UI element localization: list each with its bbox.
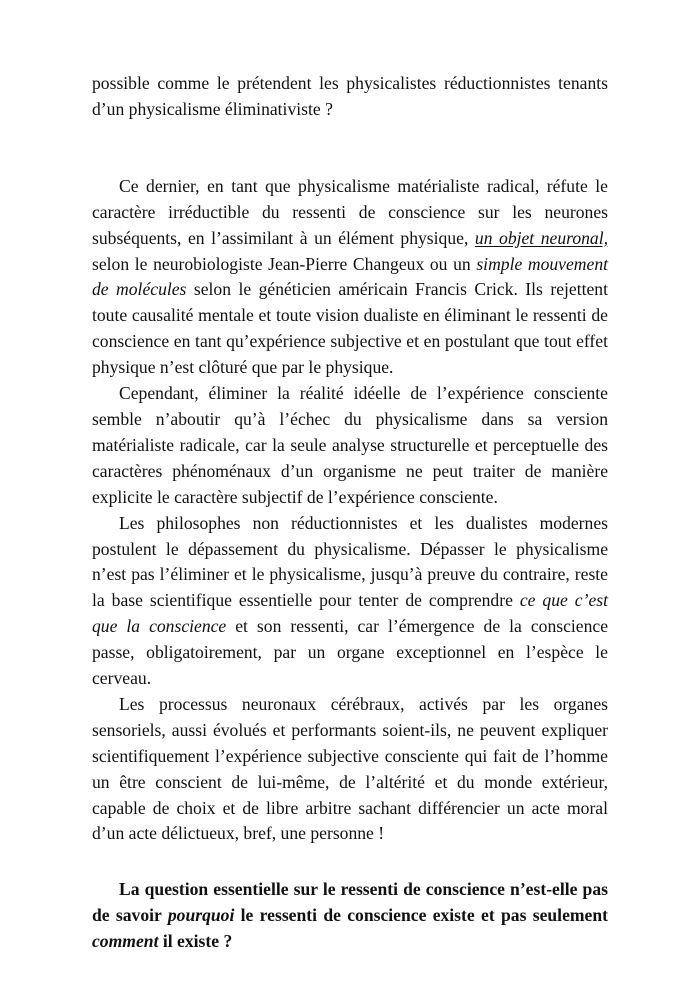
paragraph-text: selon le neurobiologiste Jean-Pierre Changeux ou un [92, 253, 477, 274]
paragraph-essential-question [92, 877, 608, 955]
paragraph-text: Ce dernier, en tant que physicalisme matérialiste radical, réfute le caractère irréductible du ressenti de conscience sur les neurones subséquents, en l’assimilant à un élément physique, [92, 175, 608, 248]
italic-quote-neuronal-object: un objet neuronal, [474, 227, 609, 248]
italic-quote-consciousness: ce que c’est que la conscience [92, 590, 608, 637]
paragraph-text: Les philosophes non réductionnistes et les dualistes modernes postulent le dépassement du physicalisme. Dépasser le physicalisme n’est pas l’éliminer et le physicalisme, jusqu’à preuve du contraire, reste la base scientifique essentielle pour tenter de comprendre [92, 512, 608, 611]
paragraph-eliminativism [92, 174, 608, 381]
paragraph-text: selon le généticien américain Francis Crick. Ils rejettent toute causalité mentale et toute vision dualiste en éliminant le ressenti de conscience en tant qu’expérience subjective et en postulant que tout effet physique n’est clôturé que par le physique. [92, 279, 608, 378]
italic-why: pourquoi [167, 905, 235, 926]
question-text: La question essentielle sur le ressenti de conscience n’est-elle pas de savoir [92, 879, 608, 926]
paragraph-text: et son ressenti, car l’émergence de la conscience passe, obligatoirement, par un organe exceptionnel en l’espèce le cerveau. [92, 616, 609, 689]
italic-how: comment [92, 931, 159, 952]
paragraph-however: Cependant, éliminer la réalité idéelle de l’expérience consciente semble n’aboutir qu’à l’échec du physicalisme dans sa version matérialiste radicale, car la seule analyse structurelle et perceptuelle des caractères phénoménaux d’un organisme ne peut traiter de manière explicite le caractère subjectif de l’expérience consciente. [92, 383, 608, 507]
paragraph-continuation: possible comme le prétendent les physicalistes réductionnistes tenants d’un physicalisme éliminativiste ? [92, 73, 608, 119]
paragraph-philosophers [92, 511, 608, 692]
document-page [92, 71, 608, 955]
paragraph-neural-processes: Les processus neuronaux cérébraux, activés par les organes sensoriels, aussi évolués et performants soient-ils, ne peuvent expliquer scientifiquement l’expérience subjective consciente qui fait de l’homme un être conscient de lui-même, de l’altérité et du monde extérieur, capable de choix et de libre arbitre sachant différencier un acte moral d’un acte délictueux, bref, une personne ! [92, 693, 608, 844]
question-text: il existe ? [158, 931, 233, 952]
italic-quote-molecules: simple mouvement de molécules [92, 253, 609, 300]
question-text: le ressenti de conscience existe et pas seulement [234, 905, 608, 926]
